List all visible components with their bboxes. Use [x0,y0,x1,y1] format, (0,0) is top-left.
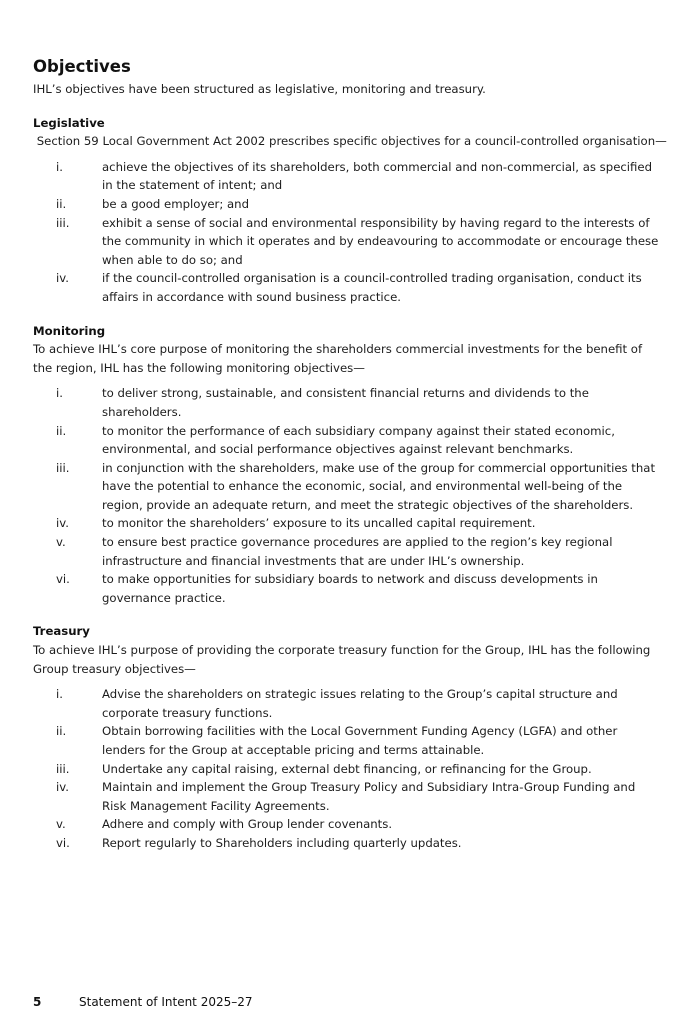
list-item-text: exhibit a sense of social and environmental responsibility by having regard to the interests of the community in which it operates and by endeavouring to accommodate or encourage these when able to do so; and [102,215,659,267]
list-item [33,570,663,607]
list-item-text: to monitor the performance of each subsidiary company against their stated economic, environmental, and social performance objectives against relevant benchmarks. [102,423,615,457]
monitoring-section [33,322,663,608]
list-item-text: achieve the objectives of its shareholders, both commercial and non-commercial, as specified in the statement of intent; and [102,159,653,193]
list-item-number: v. [56,535,66,550]
treasury-section [33,622,663,852]
footer-document-title: Statement of Intent 2025–27 [79,995,253,1009]
list-item [33,459,663,515]
list-item-text: Advise the shareholders on strategic issues relating to the Group’s capital structure and corporate treasury functions. [102,687,618,720]
list-item [33,760,663,779]
list-item-number: iv. [56,271,69,286]
list-item-number: v. [56,817,66,832]
list-item-number: iii. [56,460,70,475]
list-item-number: ii. [56,724,67,739]
monitoring-heading: Monitoring [33,323,106,338]
list-item-text: Obtain borrowing facilities with the Local Government Funding Agency (LGFA) and other lenders for the Group at acceptable pricing and terms attainable. [102,724,618,757]
treasury-list [33,685,663,852]
page-footer [33,994,253,1010]
list-item-number: iv. [56,516,69,531]
legislative-heading: Legislative [33,115,105,130]
legislative-list [33,158,663,307]
list-item-text: to deliver strong, sustainable, and consistent financial returns and dividends to the shareholders. [102,386,589,419]
footer-page-number: 5 [33,995,42,1009]
document-page [33,56,667,853]
monitoring-list [33,384,663,607]
list-item-number: i. [56,386,63,401]
list-item-text: be a good employer; and [102,196,250,211]
list-item [33,195,663,214]
list-item [33,422,663,459]
list-item-number: iv. [56,780,69,795]
list-item-text: Adhere and comply with Group lender covenants. [102,817,393,832]
list-item [33,815,663,834]
list-item [33,533,663,570]
list-item-text: in conjunction with the shareholders, make use of the group for commercial opportunities that have the potential to enhance the economic, social, and environmental well-being of the region, provide an adequate return, and meet the strategic objectives of the shareholders. [102,460,656,512]
list-item [33,722,663,759]
list-item-text: if the council-controlled organisation is a council-controlled trading organisation, conduct its affairs in accordance with sound business practice. [102,271,642,304]
list-item [33,514,663,533]
list-item [33,269,663,306]
list-item-text: Report regularly to Shareholders including quarterly updates. [102,835,462,850]
legislative-section [33,114,667,307]
list-item-text: to monitor the shareholders’ exposure to its uncalled capital requirement. [102,516,536,531]
treasury-heading: Treasury [33,624,90,639]
legislative-intro: Section 59 Local Government Act 2002 prescribes specific objectives for a council-controlled organisation— [33,134,667,149]
list-item-text: to ensure best practice governance procedures are applied to the region’s key regional infrastructure and financial investments that are under IHL’s ownership. [102,535,613,568]
objectives-intro: IHL’s objectives have been structured as legislative, monitoring and treasury. [33,82,486,96]
list-item-text: Maintain and implement the Group Treasury Policy and Subsidiary Intra-Group Funding and Risk Management Facility Agreements. [102,780,636,813]
list-item-number: i. [56,159,63,174]
list-item [33,384,663,421]
list-item-text: Undertake any capital raising, external debt financing, or refinancing for the Group. [102,761,592,776]
list-item [33,158,663,195]
list-item-number: i. [56,687,63,702]
list-item-text: to make opportunities for subsidiary boards to network and discuss developments in governance practice. [102,572,598,605]
list-item [33,685,663,722]
list-item-number: iii. [56,761,70,776]
list-item [33,214,663,270]
monitoring-intro: To achieve IHL’s core purpose of monitoring the shareholders commercial investments for the benefit of the region, IHL has the following monitoring objectives— [33,342,643,375]
list-item [33,834,663,853]
list-item-number: iii. [56,215,70,230]
list-item-number: vi. [56,835,70,850]
list-item-number: ii. [56,196,67,211]
page-title: Objectives [33,57,131,76]
list-item-number: ii. [56,423,67,438]
list-item [33,778,663,815]
list-item-number: vi. [56,572,70,587]
treasury-intro: To achieve IHL’s purpose of providing the corporate treasury function for the Group, IHL has the following Group treasury objectives— [33,643,651,676]
